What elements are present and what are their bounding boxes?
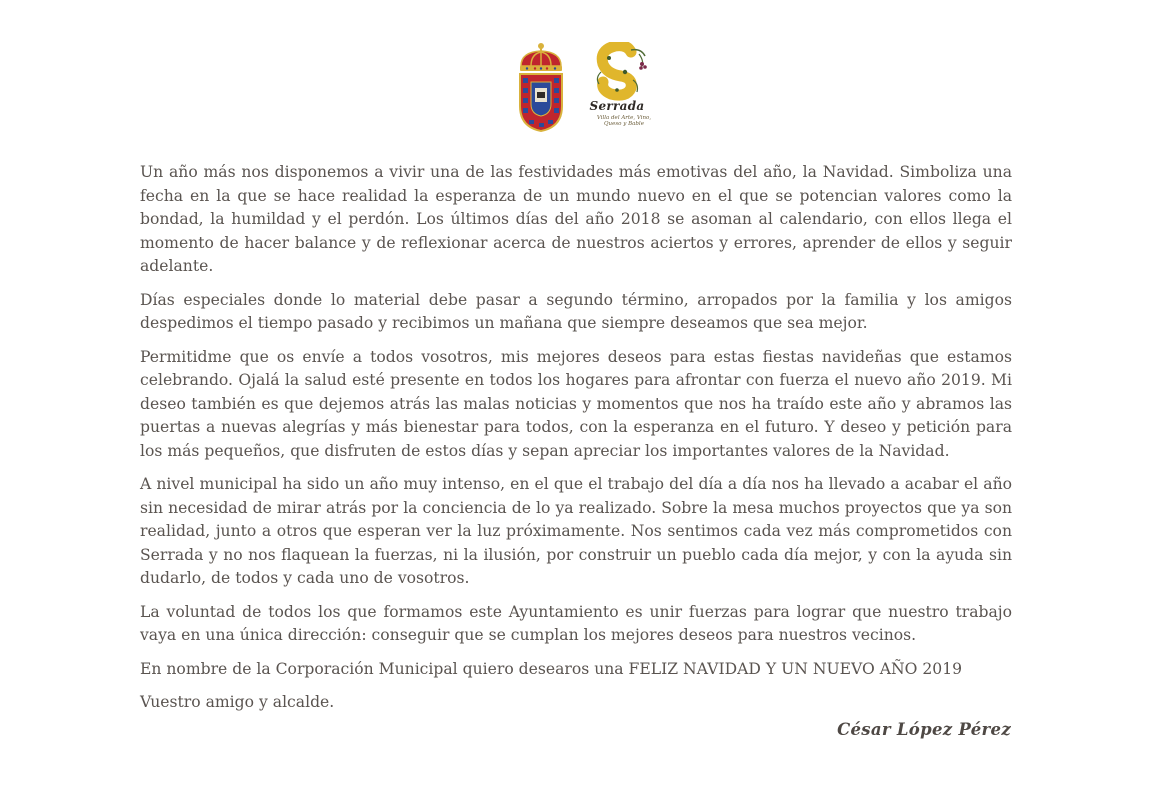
letter-body bbox=[140, 161, 1012, 725]
letter-paragraph: En nombre de la Corporación Municipal quiero desearos una FELIZ NAVIDAD Y UN NUEVO AÑO 2019 bbox=[140, 659, 963, 678]
letter-paragraph: Permitidme que os envíe a todos vosotros, mis mejores deseos para estas fiestas navideñas que estamos celebrando. Ojalá la salud esté presente en todos los hogares para afrontar con fuerza el nuevo año 2019. Mi deseo también es que dejemos atrás las malas noticias y momentos que nos ha traído este año y abramos las puertas a nuevas alegrías y más bienestar para todos, con la esperanza en el futuro. Y deseo y petición para los más pequeños, que disfruten de estos días y sepan apreciar los importantes valores de la Navidad. bbox=[140, 347, 1012, 460]
serrada-logo bbox=[587, 42, 653, 138]
logo-motto: Villa del Arte, Vino, Queso y Bable bbox=[596, 115, 652, 127]
letter-closing: Vuestro amigo y alcalde. bbox=[140, 693, 335, 711]
letter-paragraph: La voluntad de todos los que formamos este Ayuntamiento es unir fuerzas para lograr que nuestro trabajo vaya en una única dirección: conseguir que se cumplan los mejores deseos para nuestros vecinos. bbox=[140, 602, 1012, 644]
letter-paragraph: A nivel municipal ha sido un año muy intenso, en el que el trabajo del día a día nos ha llevado a acabar el año sin necesidad de mirar atrás por la conciencia de lo ya realizado. Sobre la mesa muchos proyectos que ya son realidad, junto a otros que esperan ver la luz próximamente. Nos sentimos cada vez más comprometidos con Serrada y no nos flaquean la fuerzas, ni la ilusión, por construir un pueblo cada día mejor, y con la ayuda sin dudarlo, de todos y cada uno de vosotros. bbox=[140, 475, 1012, 587]
serrada-logo-icon bbox=[587, 42, 653, 102]
letter-paragraph: Un año más nos disponemos a vivir una de las festividades más emotivas del año, la Navidad. Simboliza una fecha en la que se hace realidad la esperanza de un mundo nuevo en el que se potencian valores como la bondad, la humildad y el perdón. Los últimos días del año 2018 se asoman al calendario, con ellos llega el momento de hacer balance y de reflexionar acerca de nuestros aciertos y errores, aprender de ellos y seguir adelante. bbox=[140, 163, 1012, 275]
logo-town-name: Serrada bbox=[589, 99, 645, 113]
letter-paragraph: Días especiales donde lo material debe pasar a segundo término, arropados por la familia y los amigos despedimos el tiempo pasado y recibimos un mañana que siempre deseamos que sea mejor. bbox=[140, 290, 1012, 332]
header-logos bbox=[515, 42, 653, 138]
coat-of-arms-icon bbox=[515, 42, 567, 134]
signature: César López Pérez bbox=[837, 720, 1011, 739]
